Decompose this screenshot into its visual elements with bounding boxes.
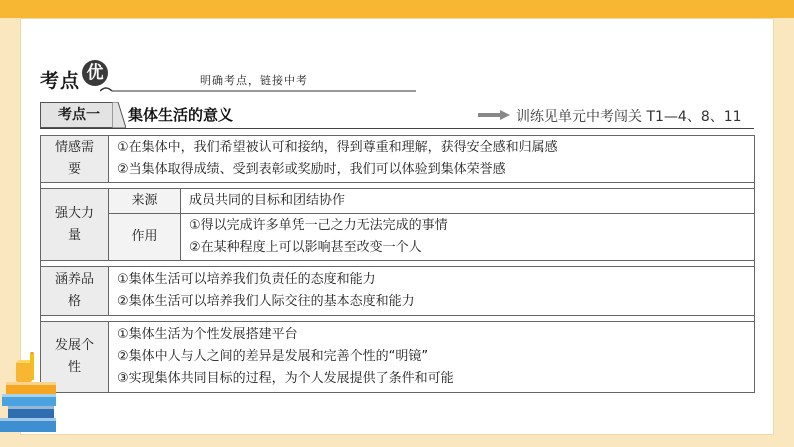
content-line: ②集体生活可以培养我们人际交往的基本态度和能力 <box>117 294 415 309</box>
table-row <box>41 267 755 316</box>
content-line: ②集体中人与人之间的差异是发展和完善个性的“明镜” <box>117 349 429 364</box>
row-content <box>109 136 755 183</box>
bottom-border <box>0 433 794 447</box>
row-content <box>109 267 755 316</box>
row-content <box>181 214 755 261</box>
sub-label: 作用 <box>109 214 181 261</box>
kaodian-label: 考点 <box>40 70 81 92</box>
content-line: ①在集体中，我们希望被认可和接纳，得到尊重和理解，获得安全感和归属感 <box>117 140 558 155</box>
section-tab: 考点一 <box>40 102 118 128</box>
you-badge: 优 <box>82 60 108 86</box>
section-divider <box>40 128 754 129</box>
table-row <box>41 214 755 261</box>
books-pencil-icon <box>0 352 60 434</box>
content-line: ①集体生活可以培养我们负责任的态度和能力 <box>117 272 376 287</box>
content-line: ②在某种程度上可以影响甚至改变一个人 <box>189 240 422 255</box>
section-title: 集体生活的意义 <box>128 106 234 124</box>
row-label: 涵养品格 <box>41 267 109 316</box>
content-line: ②当集体取得成绩、受到表彰或奖励时，我们可以体验到集体荣誉感 <box>117 162 506 177</box>
content-line: ①得以完成许多单凭一己之力无法完成的事情 <box>189 218 448 233</box>
row-label: 情感需要 <box>41 136 109 183</box>
table-row <box>41 136 755 183</box>
arrow-right-icon <box>478 110 510 120</box>
content-line: ①集体生活为个性发展搭建平台 <box>117 327 298 342</box>
training-reference: 训练见单元中考闯关 T1—4、8、11 <box>516 109 742 125</box>
heading-subtitle: 明确考点，链接中考 <box>200 74 308 87</box>
section-tab-slant <box>112 102 126 128</box>
table-row <box>41 189 755 214</box>
top-accent-bar <box>0 0 794 18</box>
row-content <box>181 189 755 214</box>
meaning-table <box>40 135 755 393</box>
row-label: 发展个性 <box>41 322 109 393</box>
content-line: 成员共同的目标和团结协作 <box>189 193 346 208</box>
table-row <box>41 322 755 393</box>
content-line: ③实现集体共同目标的过程，为个人发展提供了条件和可能 <box>117 371 454 386</box>
sub-label: 来源 <box>109 189 181 214</box>
row-label: 强大力量 <box>41 189 109 261</box>
row-content <box>109 322 755 393</box>
right-border <box>772 0 794 447</box>
